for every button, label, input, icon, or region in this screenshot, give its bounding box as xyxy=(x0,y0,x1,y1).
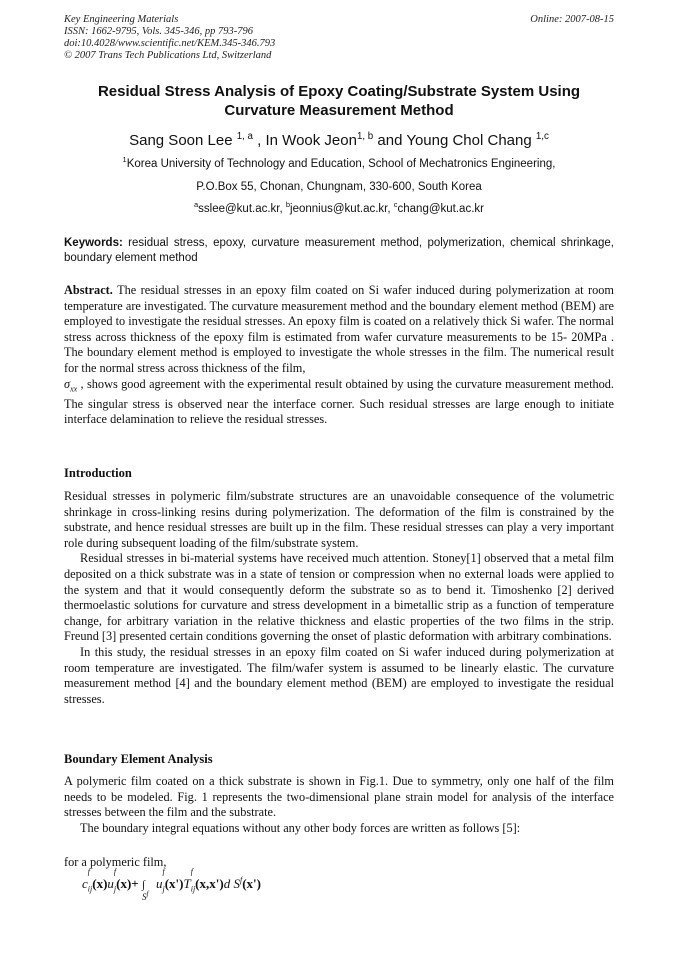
integral-lower-limit: S xyxy=(141,892,147,902)
eq-x5: (x') xyxy=(242,876,261,891)
email-b: jeonnius@kut.ac.kr, xyxy=(290,203,394,215)
title-line-1: Residual Stress Analysis of Epoxy Coating/Substrate System Using xyxy=(97,83,581,100)
eq-u2-sub: j xyxy=(162,884,165,894)
author-1: Sang Soon Lee xyxy=(129,132,233,149)
abstract-label: Abstract. xyxy=(64,283,113,297)
eq-c: c xyxy=(82,876,88,891)
doi-line: doi:10.4028/www.scientific.net/KEM.345-346.793 xyxy=(64,38,276,49)
affiliation-line-1 xyxy=(64,155,614,170)
eq-u: u xyxy=(107,876,114,891)
bem-paragraph-3: for a polymeric film, xyxy=(64,855,167,869)
introduction-heading: Introduction xyxy=(64,466,132,480)
paper-title xyxy=(64,82,614,120)
affiliation-number: 1 xyxy=(122,155,127,165)
keywords-text: residual stress, epoxy, curvature measurement method, polymerization, chemical shrinkage, boundary element method xyxy=(64,237,614,264)
sigma-symbol: σ xyxy=(64,376,71,391)
author-separator: and xyxy=(373,132,407,149)
intro-paragraph-3: In this study, the residual stresses in an epoxy film coated on Si wafer induced during polymerization at room temperature are investigated. The film/wafer system is assumed to be linearly elastic. The curvature measurement method [4] and the boundary element method (BEM) are employed to investigate the residual stresses. xyxy=(64,644,614,706)
intro-paragraph-1: Residual stresses in polymeric film/substrate structures are an unavoidable consequence of the volumetric shrinkage in cross-linking resins during polymerization. The deformation of the film is constrained by the substrate, and hence residual stresses are built up in the film. These residual stresses can play a very important role during subsequent loading of the film/substrate system. xyxy=(64,489,614,550)
author-3-affiliation: 1,c xyxy=(535,131,549,142)
author-list xyxy=(64,132,614,149)
eq-u2: u xyxy=(155,876,163,891)
online-date: Online: 2007-08-15 xyxy=(530,14,614,25)
journal-header xyxy=(64,14,614,62)
eq-u-sub: j xyxy=(113,884,117,894)
author-separator: , xyxy=(252,132,266,149)
email-c: chang@kut.ac.kr xyxy=(397,203,484,215)
email-c-marker: c xyxy=(393,200,398,210)
issn-line: ISSN: 1662-9795, Vols. 345-346, pp 793-796 xyxy=(64,26,253,37)
eq-T-sub: ij xyxy=(190,884,196,894)
copyright-line: © 2007 Trans Tech Publications Ltd, Switzerland xyxy=(64,50,272,61)
author-2-affiliation: 1, b xyxy=(356,131,374,142)
eq-x3: (x') xyxy=(164,876,184,891)
introduction-body xyxy=(64,489,614,707)
integral-lower-sup: f xyxy=(146,890,149,898)
eq-x4: (x,x') xyxy=(195,876,224,891)
affiliation-text: Korea University of Technology and Education, School of Mechatronics Engineering, xyxy=(126,158,556,170)
bem-heading: Boundary Element Analysis xyxy=(64,752,213,766)
eq-x1: (x) xyxy=(92,876,108,891)
author-1-affiliation: 1, a xyxy=(236,131,253,142)
abstract xyxy=(64,283,614,428)
email-a-marker: a xyxy=(194,200,199,210)
eq-S: S xyxy=(233,876,240,891)
abstract-text-1: The residual stresses in an epoxy film coated on Si wafer induced during polymerization at room temperature are investigated. The curvature measurement method and the boundary element method (BEM) are employed to investigate the residual stresses. An epoxy film is coated on a relatively thick Si wafer. The normal stress across thickness of the epoxy film is estimated from wafer curvature measurements to be 15- 20MPa . The boundary element method is employed to investigate the whole stresses in the film. The numerical result for the normal stress across thickness of the film, xyxy=(64,283,614,375)
sigma-subscript: xx xyxy=(70,384,78,394)
author-3: Young Chol Chang xyxy=(406,132,532,149)
eq-x2: (x)+ xyxy=(116,876,139,891)
eq-S-sup: f xyxy=(239,875,243,885)
eq-d: d xyxy=(223,876,231,891)
affiliation-line-2: P.O.Box 55, Chonan, Chungnam, 330-600, South Korea xyxy=(196,181,482,193)
integral-sign: ∫ xyxy=(141,879,145,891)
title-line-2: Curvature Measurement Method xyxy=(224,102,454,119)
author-2: In Wook Jeon xyxy=(265,132,357,149)
abstract-text-2: , shows good agreement with the experimental result obtained by using the curvature measurement method. The singular stress is observed near the interface corner. Such residual stresses are large enough to initiate interface delamination to relieve the residual stresses. xyxy=(64,376,614,427)
journal-name: Key Engineering Materials xyxy=(64,14,179,25)
email-a: sslee@kut.ac.kr, xyxy=(198,203,286,215)
email-line xyxy=(64,200,614,215)
email-b-marker: b xyxy=(285,200,291,210)
bem-body xyxy=(64,774,614,836)
intro-paragraph-2: Residual stresses in bi-material systems have received much attention. Stoney[1] observed that a metal film deposited on a thick substrate was in a state of tension or compression when no external loads were applied to the system and that it would consequently deform the substrate so as to bend it. Timoshenko [2] derived thermoelastic solutions for curvature and stress development in a bimetallic strip as a function of temperature change, for arbitrary variation in the relative thickness and elastic properties of the two films in the strip. Freund [3] presented certain conditions governing the onset of plastic deformation with arbitrary combinations. xyxy=(64,551,614,644)
eq-T: T xyxy=(183,876,191,891)
boundary-integral-equation: c f $_{ij}$(x)u f $_j$(x)+ ∫ $S^f$ u f $_j$(x')T f $_{ij}$(x,x')d $S^f(x')$ xyxy=(82,867,261,902)
keywords xyxy=(64,236,614,266)
bem-paragraph-1: A polymeric film coated on a thick substrate is shown in Fig.1. Due to symmetry, only one half of the film needs to be modeled. Fig. 1 represents the two-dimensional plane strain model for analysis of the interface stresses between the film and the substrate. xyxy=(64,774,614,820)
eq-c-sub: ij xyxy=(87,884,93,894)
bem-paragraph-2: The boundary integral equations without any other body forces are written as follows [5]: xyxy=(80,820,521,835)
keywords-label: Keywords: xyxy=(64,237,123,249)
